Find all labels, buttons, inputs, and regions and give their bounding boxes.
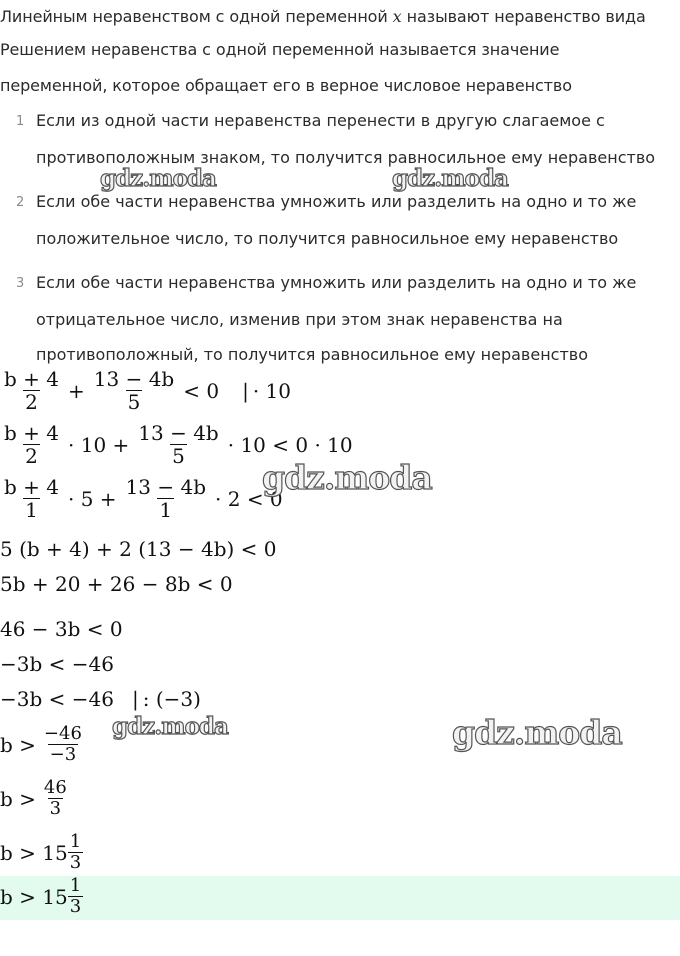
math-step-5: 5b + 20 + 26 − 8b < 0	[0, 572, 233, 596]
intro-text: Линейным неравенством с одной переменной	[0, 7, 393, 26]
denominator: 2	[25, 390, 38, 414]
watermark: gdz.moda	[452, 713, 622, 752]
intro-text: называют неравенство вида	[401, 7, 646, 26]
expression: b > 15	[0, 840, 68, 865]
numerator: b + 4	[4, 475, 59, 499]
rule-text: противоположным знаком, то получится равносильное ему неравенство	[36, 148, 656, 167]
expression: · 2 < 0	[215, 486, 283, 511]
rule-number: 2	[16, 195, 25, 210]
rule-text: отрицательное число, изменив при этом знак неравенства на	[36, 310, 563, 329]
fraction	[124, 476, 208, 521]
denominator: 1	[159, 498, 173, 522]
separator: |	[131, 687, 139, 711]
answer	[0, 876, 85, 917]
intro-line-2: Решением неравенства с одной переменной называется значение	[0, 40, 560, 59]
expression: · 10 < 0 · 10	[227, 432, 353, 457]
expression: b >	[0, 732, 36, 757]
intro-line-3: переменной, которое обращает его в верное числовое неравенство	[0, 76, 572, 95]
numerator: 1	[69, 831, 82, 852]
answer-highlight	[0, 876, 680, 920]
expression: · 10	[252, 378, 291, 403]
watermark: gdz.moda	[112, 713, 228, 740]
fraction	[2, 422, 61, 467]
numerator: 13 − 4b	[93, 367, 175, 391]
numerator: b + 4	[4, 421, 59, 445]
fraction	[68, 876, 83, 917]
denominator: 3	[69, 852, 82, 873]
math-step-6: 46 − 3b < 0	[0, 617, 123, 641]
rule-text: Если обе части неравенства умножить или разделить на одно и то же	[36, 273, 637, 292]
math-step-9	[0, 724, 86, 765]
watermark: gdz.moda	[392, 165, 508, 192]
fraction	[136, 422, 220, 467]
intro-line-1	[0, 7, 646, 26]
numerator: 46	[43, 777, 67, 798]
watermark: gdz.moda	[262, 458, 432, 497]
denominator: −3	[49, 744, 77, 765]
denominator: 5	[172, 444, 185, 468]
math-step-10	[0, 778, 71, 819]
rule-text: Если обе части неравенства умножить или разделить на одно и то же	[36, 192, 637, 211]
fraction	[42, 724, 84, 765]
separator: |	[242, 378, 249, 403]
numerator: 13 − 4b	[125, 475, 207, 499]
rule-number: 3	[16, 276, 25, 291]
math-step-7: −3b < −46	[0, 652, 114, 676]
fraction	[92, 368, 176, 413]
fraction	[68, 832, 83, 873]
watermark: gdz.moda	[100, 165, 216, 192]
math-step-11	[0, 832, 85, 873]
numerator: 1	[69, 875, 82, 896]
math-step-3	[0, 476, 288, 521]
expression: b >	[0, 786, 36, 811]
denominator: 1	[25, 498, 38, 522]
rule-text: Если из одной части неравенства перенести в другую слагаемое с	[36, 111, 605, 130]
fraction	[42, 778, 69, 819]
numerator: 13 − 4b	[138, 421, 219, 445]
rule-text: положительное число, то получится равносильное ему неравенство	[36, 229, 619, 248]
denominator: 2	[25, 444, 38, 468]
expression: · 10 +	[68, 432, 130, 457]
numerator: b + 4	[4, 367, 59, 391]
denominator: 3	[49, 798, 62, 819]
expression: < 0	[183, 378, 220, 403]
math-step-8	[0, 687, 201, 711]
rule-text: противоположный, то получится равносильное ему неравенство	[36, 345, 588, 364]
numerator: −46	[43, 723, 82, 744]
expression: −3b < −46	[0, 687, 114, 711]
operator: +	[68, 378, 85, 403]
variable-x: x	[392, 7, 402, 26]
expression: · 5 +	[68, 486, 117, 511]
denominator: 5	[127, 390, 141, 414]
rule-number: 1	[16, 114, 25, 129]
math-step-4: 5 (b + 4) + 2 (13 − 4b) < 0	[0, 537, 277, 561]
denominator: 3	[69, 896, 82, 917]
fraction	[2, 476, 61, 521]
expression: b > 15	[0, 884, 68, 909]
expression: : (−3)	[142, 687, 201, 711]
fraction	[2, 368, 61, 413]
math-step-1	[0, 368, 291, 413]
